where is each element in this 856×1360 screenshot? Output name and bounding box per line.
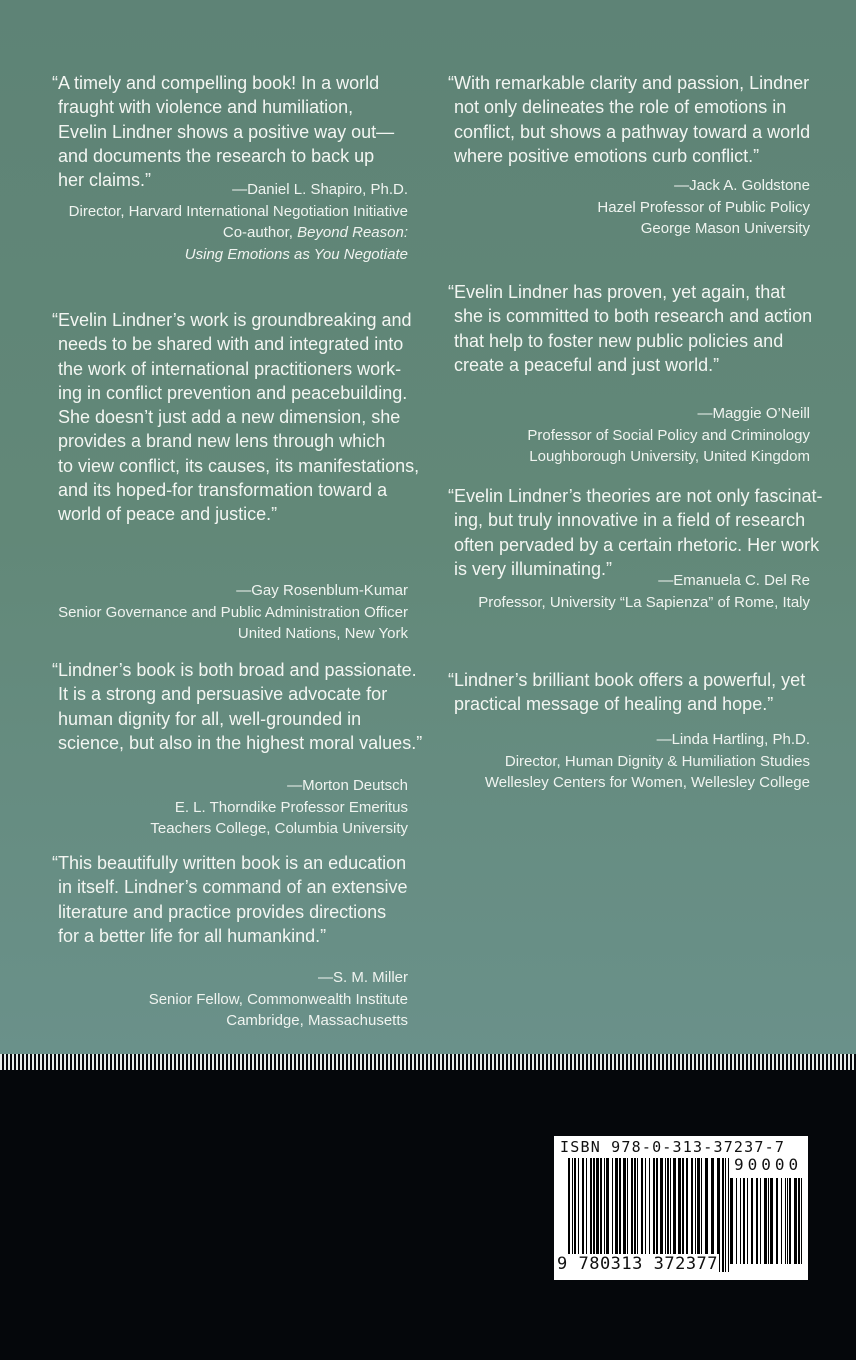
endorser-name: —Gay Rosenblum-Kumar xyxy=(236,582,408,599)
endorsement-quote xyxy=(448,280,813,377)
quote-line: she is committed to both research and action xyxy=(454,306,813,327)
barcode-bar xyxy=(722,1158,724,1272)
addon-bar xyxy=(789,1178,791,1264)
quote-line: that help to foster new public policies and xyxy=(454,330,784,351)
barcode-bar xyxy=(728,1158,729,1272)
addon-bar xyxy=(770,1178,773,1264)
addon-bar xyxy=(747,1178,748,1264)
ean-digits: 9 780313 372377 xyxy=(557,1254,719,1274)
quote-line: She doesn’t just add a new dimension, she xyxy=(58,407,401,428)
endorser-affiliation: Senior Fellow, Commonwealth Institute xyxy=(148,990,408,1008)
endorser-affiliation: Loughborough University, United Kingdom xyxy=(529,448,810,466)
endorsement-attribution xyxy=(32,580,408,645)
quote-line: her claims.” xyxy=(58,170,152,191)
quote-line: Evelin Lindner shows a positive way out— xyxy=(58,121,395,142)
endorser-affiliation: United Nations, New York xyxy=(237,625,408,643)
endorsement-quote xyxy=(52,851,408,948)
quote-line: “Evelin Lindner has proven, yet again, that xyxy=(448,282,786,302)
endorser-affiliation xyxy=(32,244,408,266)
quote-line: create a peaceful and just world.” xyxy=(454,354,720,375)
decorative-stripe xyxy=(0,1054,856,1070)
quote-line: literature and practice provides directions xyxy=(58,901,387,922)
endorsement-quote xyxy=(448,668,810,717)
quote-line: world of peace and justice.” xyxy=(58,504,278,525)
quote-line: often pervaded by a certain rhetoric. Her work xyxy=(454,534,820,555)
addon-bar xyxy=(801,1178,802,1264)
endorser-affiliation: Senior Governance and Public Administration Officer xyxy=(58,603,408,621)
endorser-name: —Daniel L. Shapiro, Ph.D. xyxy=(232,181,408,198)
addon-bar xyxy=(730,1178,733,1264)
quote-line: to view conflict, its causes, its manifestations, xyxy=(58,455,420,476)
endorser-name: —Morton Deutsch xyxy=(287,777,408,794)
endorsement-attribution xyxy=(428,403,810,468)
quote-line: human dignity for all, well-grounded in xyxy=(58,708,362,729)
endorser-affiliation: Professor, University “La Sapienza” of Rome, Italy xyxy=(478,593,810,611)
addon-bar xyxy=(776,1178,778,1264)
quote-line: in itself. Lindner’s command of an extensive xyxy=(58,877,408,898)
endorser-affiliation: Cambridge, Massachusetts xyxy=(226,1012,408,1030)
endorsement-attribution xyxy=(428,729,810,794)
endorsement-quote xyxy=(52,308,420,527)
addon-bar xyxy=(736,1178,737,1264)
endorsement-attribution xyxy=(32,967,408,1032)
quote-line: the work of international practitioners work- xyxy=(58,358,402,379)
quote-line: science, but also in the highest moral values.” xyxy=(58,732,423,753)
book-subtitle: Using Emotions as You Negotiate xyxy=(184,246,408,264)
endorsement-quote xyxy=(52,658,423,755)
book-title: Beyond Reason: xyxy=(297,224,408,242)
quote-line: where positive emotions curb conflict.” xyxy=(454,145,760,166)
quote-line: is very illuminating.” xyxy=(454,558,613,579)
quote-line: provides a brand new lens through which xyxy=(58,431,386,452)
quote-line: It is a strong and persuasive advocate for xyxy=(58,684,388,705)
quote-line: “Lindner’s book is both broad and passionate. xyxy=(52,660,417,680)
endorser-name: —Jack A. Goldstone xyxy=(674,177,810,194)
addon-bar xyxy=(764,1178,767,1264)
endorser-affiliation xyxy=(32,222,408,244)
addon-bar xyxy=(781,1178,782,1264)
addon-bar xyxy=(751,1178,753,1264)
addon-bar xyxy=(798,1178,800,1264)
quote-line: and documents the research to back up xyxy=(58,145,375,166)
endorsement-attribution xyxy=(32,179,408,266)
quote-line: “This beautifully written book is an education xyxy=(52,853,407,873)
quote-line: needs to be shared with and integrated into xyxy=(58,334,404,355)
addon-bar xyxy=(740,1178,741,1264)
isbn-barcode xyxy=(554,1136,808,1280)
quote-line: practical message of healing and hope.” xyxy=(454,694,774,715)
quote-line: not only delineates the role of emotions in xyxy=(454,97,787,118)
quote-line: ing, but truly innovative in a field of research xyxy=(454,510,806,531)
addon-bar xyxy=(756,1178,758,1264)
endorsement-quote xyxy=(448,484,823,581)
endorser-affiliation: Wellesley Centers for Women, Wellesley College xyxy=(484,774,810,792)
addon-bar xyxy=(743,1178,745,1264)
endorser-affiliation: E. L. Thorndike Professor Emeritus xyxy=(174,798,408,816)
quote-line: “A timely and compelling book! In a world xyxy=(52,73,380,93)
endorsement-attribution xyxy=(428,570,810,613)
endorser-affiliation: Director, Human Dignity & Humiliation Studies xyxy=(504,752,810,770)
quote-line: conflict, but shows a pathway toward a world xyxy=(454,121,811,142)
quote-line: fraught with violence and humiliation, xyxy=(58,97,354,118)
endorsement-quote xyxy=(52,71,408,192)
endorser-affiliation: Professor of Social Policy and Criminology xyxy=(527,426,810,444)
quote-line: “Evelin Lindner’s theories are not only fascinat- xyxy=(448,486,823,506)
quote-line: “Lindner’s brilliant book offers a powerful, yet xyxy=(448,670,806,690)
addon-bar xyxy=(794,1178,797,1264)
endorser-affiliation: George Mason University xyxy=(640,220,810,238)
addon-bar xyxy=(787,1178,788,1264)
endorsement-quote xyxy=(448,71,810,168)
isbn-label: ISBN 978-0-313-37237-7 xyxy=(560,1138,786,1156)
endorsement-attribution xyxy=(428,175,810,240)
coauthor-prefix: Co-author, xyxy=(222,224,298,242)
endorser-affiliation: Hazel Professor of Public Policy xyxy=(597,198,810,216)
endorser-affiliation: Director, Harvard International Negotiation Initiative xyxy=(68,202,408,220)
endorser-name: —Maggie O’Neill xyxy=(697,405,810,422)
quote-line: and its hoped-for transformation toward a xyxy=(58,480,388,501)
endorser-name: —Linda Hartling, Ph.D. xyxy=(656,731,810,748)
addon-bar xyxy=(785,1178,786,1264)
endorser-name: —S. M. Miller xyxy=(318,969,408,986)
quote-line: “With remarkable clarity and passion, Lindner xyxy=(448,73,810,93)
endorser-name: —Emanuela C. Del Re xyxy=(658,572,810,589)
quote-line: “Evelin Lindner’s work is groundbreaking and xyxy=(52,310,412,330)
addon-bar xyxy=(768,1178,769,1264)
addon-bar xyxy=(760,1178,761,1264)
price-code: 90000 xyxy=(734,1155,803,1174)
quote-line: ing in conflict prevention and peacebuilding. xyxy=(58,382,408,403)
endorsement-attribution xyxy=(32,775,408,840)
endorser-affiliation: Teachers College, Columbia University xyxy=(150,820,408,838)
quote-line: for a better life for all humankind.” xyxy=(58,925,327,946)
barcode-bar xyxy=(725,1158,726,1272)
